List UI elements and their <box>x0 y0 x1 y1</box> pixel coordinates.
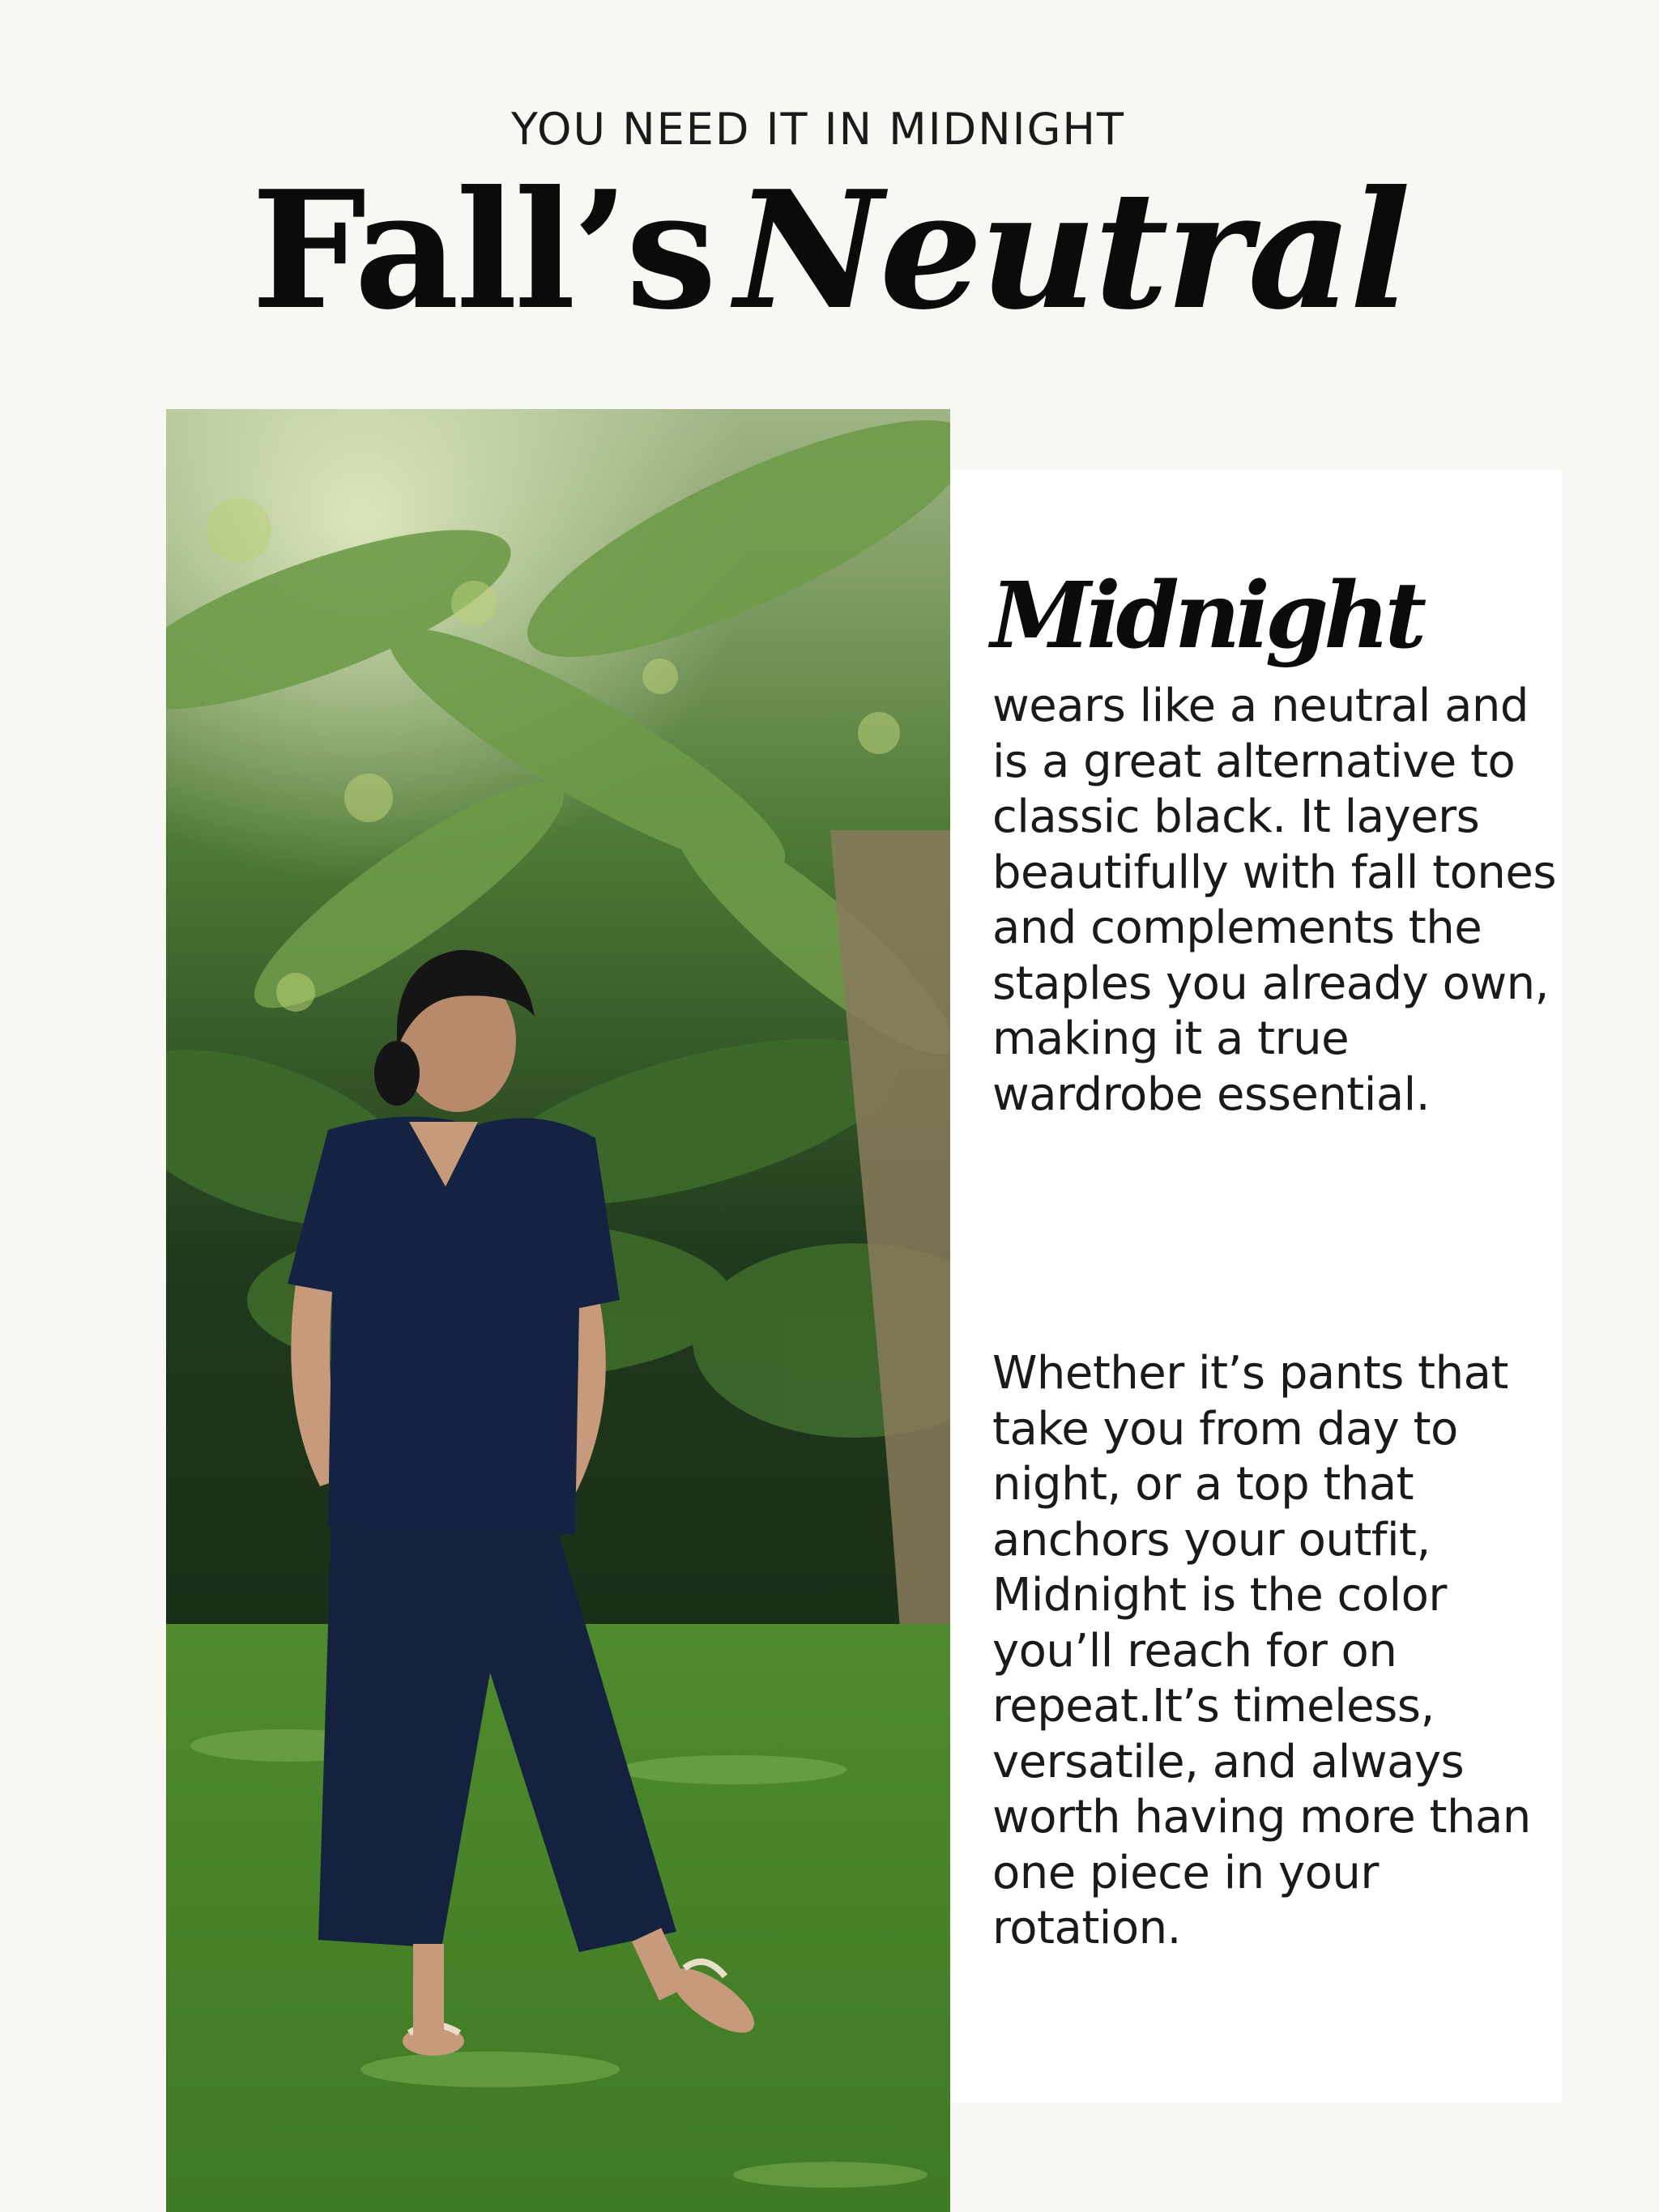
page-headline <box>0 156 1659 346</box>
card-title: Midnight <box>991 563 1422 669</box>
eyebrow-text: YOU NEED IT IN MIDNIGHT <box>510 104 1126 155</box>
headline-regular: Fall’s <box>251 156 714 346</box>
card-paragraph-2: Whether it’s pants that take you from day to night, or a top that anchors your outfit, Midnight is the color you’ll reach for on repeat.It’s timeless, versatile, and always worth having more than one piece in your rotation. <box>992 1347 1531 1954</box>
headline-italic: Neutral <box>735 156 1408 346</box>
description-card <box>950 470 1562 2103</box>
card-paragraph-1: wears like a neutral and is a great alternative to classic black. It layers beautifully with fall tones and complements the staples you already own, making it a true wardrobe essential. <box>992 680 1556 1121</box>
lifestyle-photo <box>166 409 950 2212</box>
